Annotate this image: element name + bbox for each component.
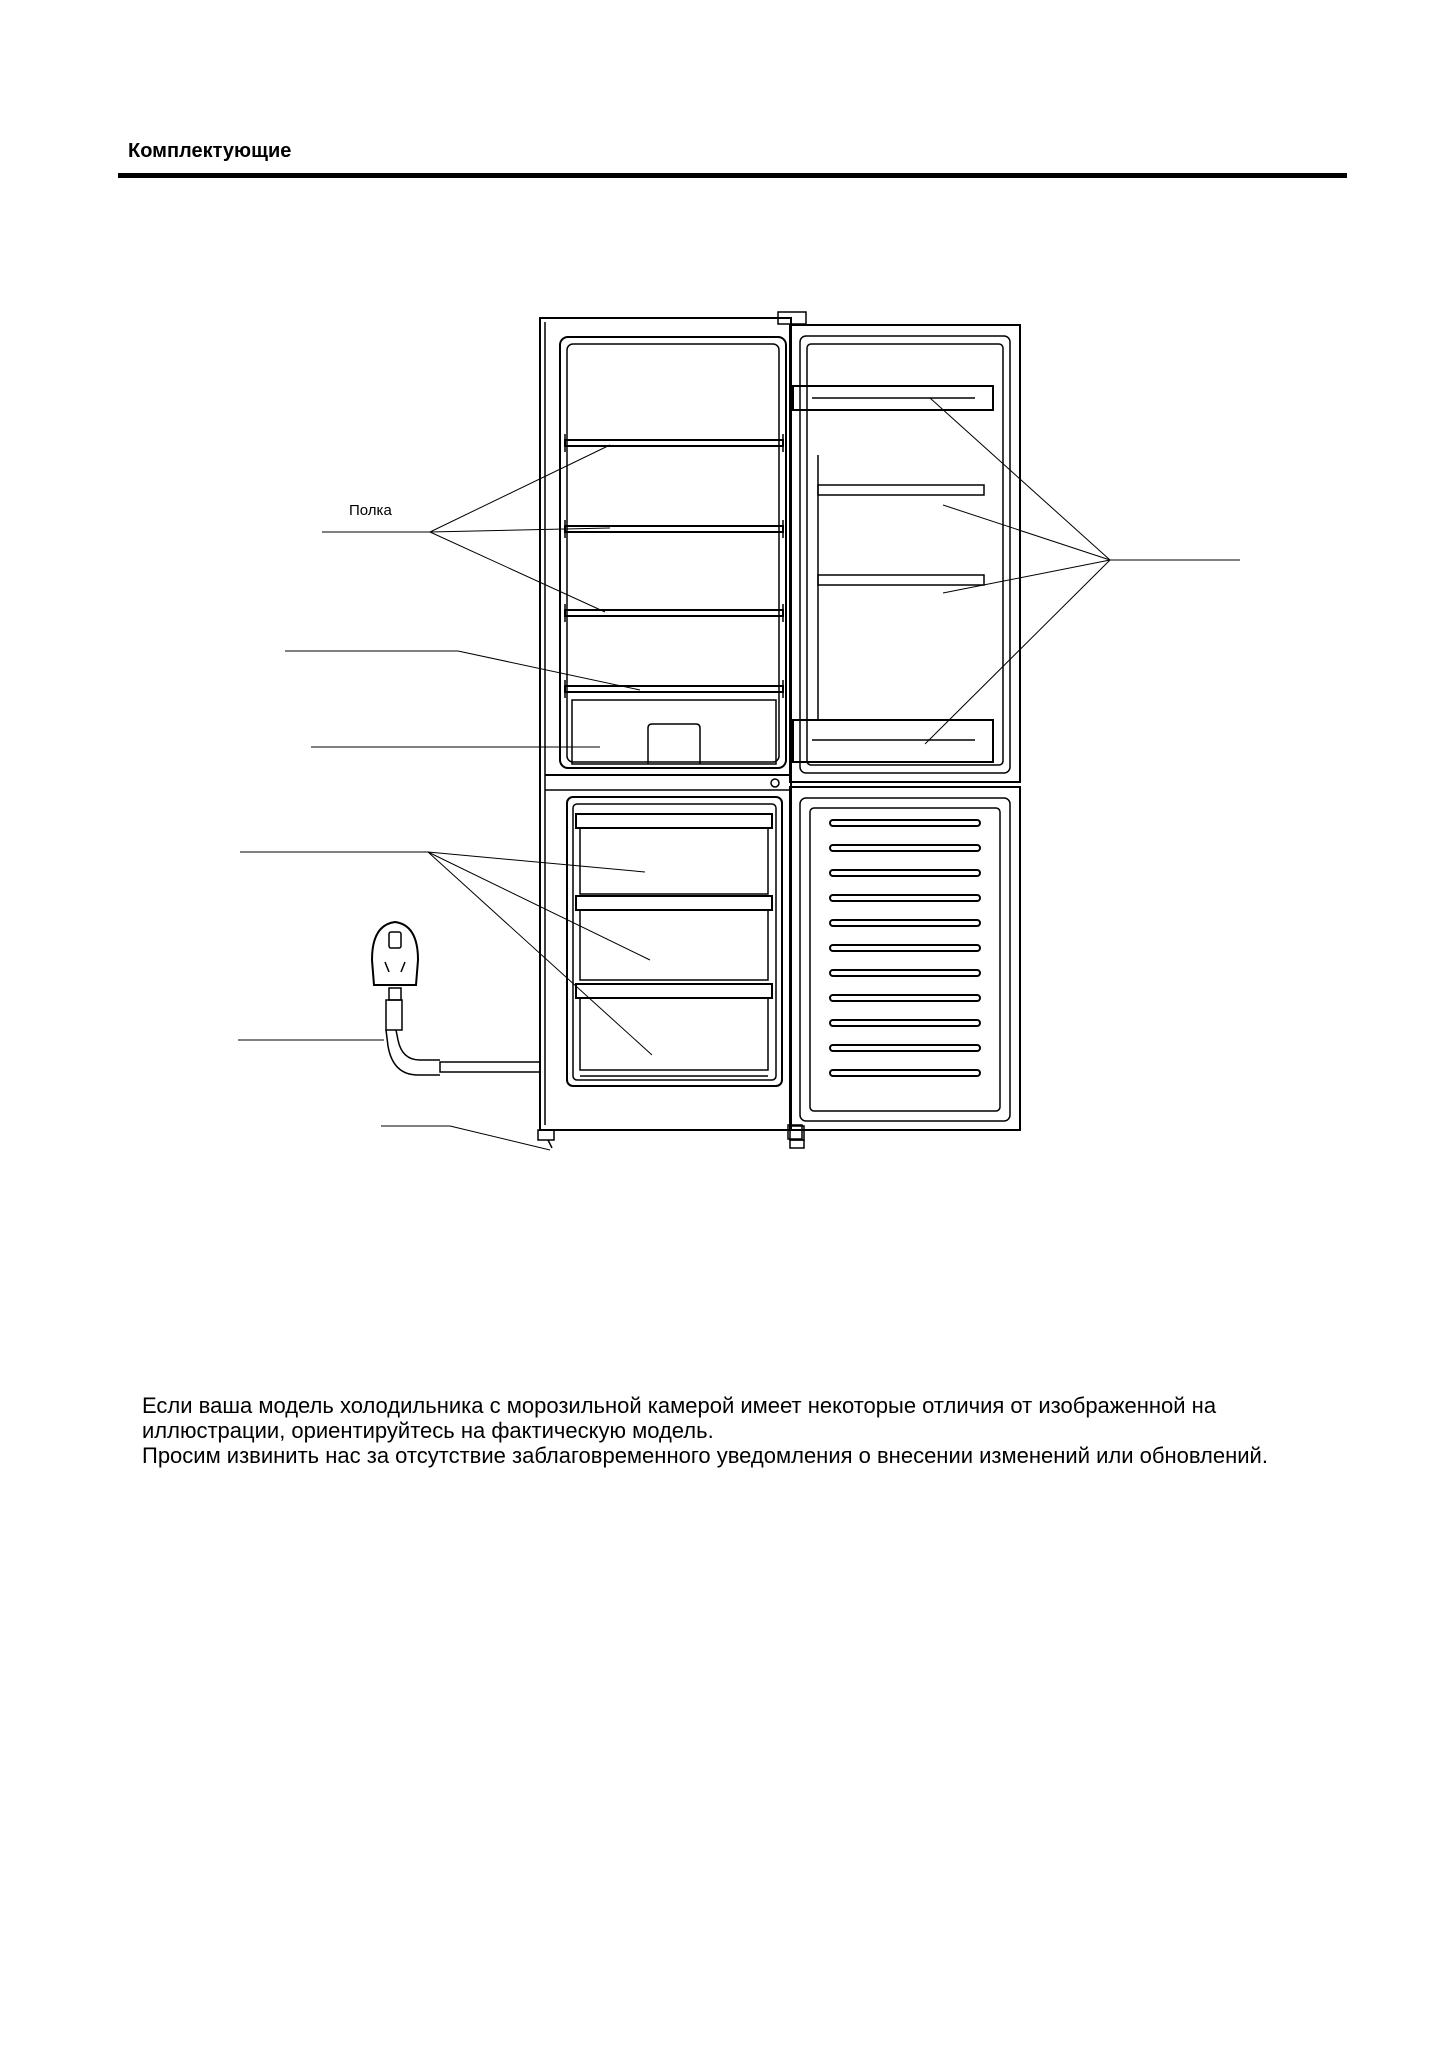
freezer-drawers	[576, 814, 772, 1076]
fridge-body	[538, 318, 804, 1148]
power-cord-icon	[372, 922, 540, 1075]
disclaimer-note	[142, 1393, 1342, 1468]
crisper-drawer	[572, 700, 776, 764]
freezer-door	[788, 787, 1020, 1139]
fresh-food-shelves	[565, 434, 783, 698]
disclaimer-paragraph-2: Просим извинить нас за отсутствие заблаговременного уведомления о внесении изменений или обновлений.	[142, 1443, 1268, 1468]
disclaimer-paragraph-1: Если ваша модель холодильника с морозильной камерой имеет некоторые отличия от изображенной на иллюстрации, ориентируйтесь на фактическую модель.	[142, 1393, 1217, 1443]
fridge-door-upper	[778, 312, 1020, 782]
shelf-label: Полка	[349, 502, 392, 519]
section-title: Комплектующие	[128, 140, 292, 162]
